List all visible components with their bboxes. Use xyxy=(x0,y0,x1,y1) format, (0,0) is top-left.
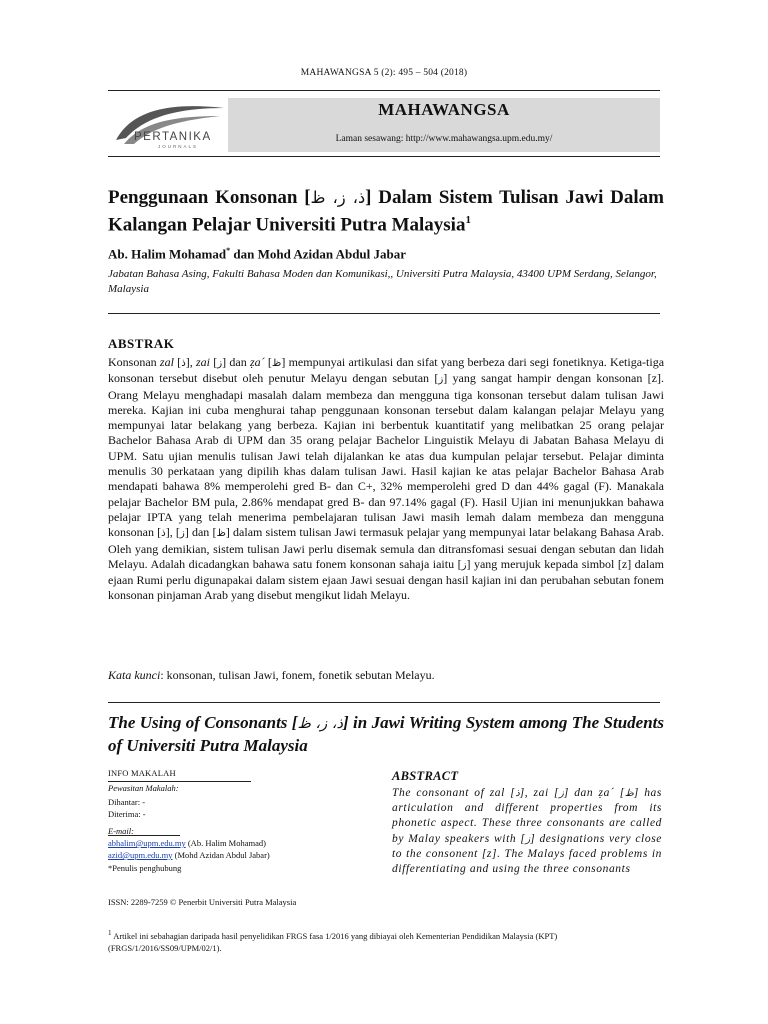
arabic-zai: ز xyxy=(179,528,185,540)
arabic-zai: ز xyxy=(559,788,564,799)
abstract-text: has articulation and different properties from its phonetic aspect. These three consonants are called by Malay speakers with xyxy=(392,787,662,845)
title-ms-part1: Penggunaan Konsonan [ xyxy=(108,187,311,208)
term-zai: zai xyxy=(195,355,210,369)
arabic-zai: ز xyxy=(461,559,467,571)
arabic-za: ظ xyxy=(216,528,226,540)
author-2: Mohd Azidan Abdul Jabar xyxy=(257,246,407,262)
term-za: ẓa´ xyxy=(250,355,265,369)
arabic-zai: ز xyxy=(438,374,444,386)
corresponding-mark: * xyxy=(226,246,231,255)
arabic-za: ظ xyxy=(271,358,282,369)
running-head: MAHAWANGSA 5 (2): 495 – 504 (2018) xyxy=(300,68,468,78)
article-title-english xyxy=(108,712,664,757)
title-ms-part2: ] Dalam Sistem Tulisan Jawi Dalam Kalangan Pelajar Universiti Putra Malaysia xyxy=(108,187,664,236)
title-footnote-mark: 1 xyxy=(465,214,471,226)
term-zal: zal xyxy=(159,355,174,369)
title-ms-arabic: ذ، ز، ظ xyxy=(310,188,366,207)
email-entry-1 xyxy=(108,838,266,848)
header-rule-bottom xyxy=(108,156,660,157)
keywords-text: : konsonan, tulisan Jawi, fonem, fonetik sebutan Melayu. xyxy=(160,668,435,682)
arabic-zal: ذ xyxy=(515,788,520,799)
affiliation: Jabatan Bahasa Asing, Fakulti Bahasa Moden dan Komunikasi,, Universiti Putra Malaysia, 43400 UPM Serdang, Selangor, Malaysia xyxy=(108,268,657,295)
keywords-label: Kata kunci xyxy=(108,668,161,682)
arabic-zal: ذ xyxy=(161,528,166,540)
abstract-text: , zai xyxy=(524,787,555,799)
abstract-heading: ABSTRACT xyxy=(392,769,459,783)
abstrak-text: dan xyxy=(188,525,213,540)
journal-name: MAHAWANGSA xyxy=(378,100,510,119)
email-name-1: (Ab. Halim Mohamad) xyxy=(185,838,266,848)
info-heading: INFO MAKALAH xyxy=(108,768,176,778)
issn-copyright: ISSN: 2289-7259 © Penerbit Universiti Putra Malaysia xyxy=(108,897,297,907)
journal-website[interactable]: Laman sesawang: http://www.mahawangsa.upm.edu.my/ xyxy=(335,134,553,144)
title-en-part1: The Using of Consonants [ xyxy=(108,713,298,732)
arabic-zai: ز xyxy=(217,358,223,369)
abstrak-text: mempunyai artikulasi dan sifat yang berbeza dari segi fonetiknya. Ketiga-tiga konsonan tersebut disebut oleh penutur Melayu dengan sebutan xyxy=(108,355,665,386)
abstrak-body: Konsonan zal [ذ], zai [ز] dan ẓa´ [ظ] mempunyai artikulasi dan sifat yang berbeza dari segi fonetiknya. Ketiga-tiga konsonan tersebut disebut oleh penutur Melayu dengan sebutan [ز] yang sangat hampir dengan konsonan [z]. Orang Melayu menghadapi masalah dalam membeza dan mengguna tiga konsonan tersebut dalam tulisan Jawi mereka. Kajian ini cuba menghurai tahap penggunaan konsonan tersebut dalam kalangan pelajar Melayu yang mempunyai latar belakang yang berbeza. Kajian ini berbentuk kuantitatif yang melibatkan 25 orang pelajar Bachelor Bahasa Arab di UPM dan 35 orang pelajar Bachelor Linguistik Melayu di Jabatan Bahasa Melayu di UPM. Satu ujian menulis tulisan Jawi telah dijalankan ke atas dua kumpulan pelajar tersebut. Pelajar diminta menulis 30 perkataan yang dipilih khas dalam tulisan Jawi. Hasil kajian ke atas pelajar Bachelor Bahasa Arab mendapati bahawa 8% memperolehi gred B- dan C+, 32% memperolehi gred D dan 44% gagal (F). Manakala pelajar Bachelor BM pula, 2.86% mendapat gred B- dan 97.14% gagal (F). Hasil Ujian ini menunjukkan bahawa pelajar IPTA yang telah menerima pembelajaran tulisan Jawi masih lemah dalam membeza dan mengguna konsonan [ذ], [ز] dan [ظ] dalam sistem tulisan Jawi termasuk pelajar yang mempunyai latar belakang Bahasa Arab. Oleh yang demikian, sistem tulisan Jawi perlu disemak semula dan ditransfomasi sesuai dengan sebutan dan lidah Melayu. Adalah dicadangkan bahawa satu fonem konsonan sahaja iaitu [ز] yang merujuk kepada simbol [z] dalam ejaan Rumi perlu digunapakai dalam sistem ejaan Jawi sesuai dengan hasil kajian ini dan perubahan sebutan fonem konsonan pinjaman Arab yang disebut mengikut lidah Melayu. xyxy=(108,355,665,603)
keywords xyxy=(108,668,664,683)
email-name-2: (Mohd Azidan Abdul Jabar) xyxy=(172,850,270,860)
abstrak-text: dan xyxy=(226,355,250,369)
email-link-2[interactable]: azid@upm.edu.my xyxy=(108,850,173,860)
logo-text: PERTANIKA xyxy=(134,131,212,143)
email-entry-2 xyxy=(108,850,270,860)
accepted-date: Diterima: - xyxy=(108,809,146,819)
abstrak-text: Konsonan xyxy=(108,355,160,369)
email-label: E-mail: xyxy=(108,826,134,836)
header-rule-top xyxy=(108,90,660,91)
abstrak-text: , xyxy=(169,525,176,540)
abstrak-text: yang sangat hampir dengan konsonan [z]. Orang Melayu menghadapi masalah dalam membeza dan mengguna tiga konsonan tersebut dalam tulisan Jawi mereka. Kajian ini cuba menghurai tahap penggunaan konsonan tersebut dalam kalangan pelajar Melayu yang mempunyai latar belakang yang berbeza. Kajian ini berbentuk kuantitatif yang melibatkan 25 orang pelajar Bachelor Bahasa Arab di UPM dan 35 orang pelajar Bachelor Linguistik Melayu di Jabatan Bahasa Melayu di UPM. Satu ujian menulis tulisan Jawi telah dijalankan ke atas dua kumpulan pelajar tersebut. Pelajar diminta menulis 30 perkataan yang dipilih khas dalam tulisan Jawi. Hasil kajian ke atas pelajar Bachelor Bahasa Arab mendapati bahawa 8% memperolehi gred B- dan C+, 32% memperolehi gred D dan 44% gagal (F). Manakala pelajar Bachelor BM pula, 2.86% mendapat gred B- dan 97.14% gagal (F). Hasil Ujian ini menunjukkan bahawa pelajar IPTA yang telah menerima pembelajaran tulisan Jawi masih lemah dalam membeza dan mengguna konsonan xyxy=(108,371,664,540)
article-title-malay xyxy=(108,186,664,236)
english-section-rule xyxy=(108,702,660,703)
footnote-mark: 1 xyxy=(108,929,112,937)
abstrak-heading: ABSTRAK xyxy=(108,336,175,351)
email-link-1[interactable]: abhalim@upm.edu.my xyxy=(108,838,186,848)
title-en-part2: ] in Jawi Writing System among The Students of Universiti Putra Malaysia xyxy=(108,713,664,755)
title-en-arabic: ذ، ز، ظ xyxy=(297,716,343,732)
email-rule xyxy=(108,835,180,836)
abstrak-text: yang merujuk kepada simbol [z] dalam ejaan Rumi perlu digunapakai dalam sistem ejaan Jawi sesuai dengan hasil kajian ini dan perubahan sebutan fonem konsonan pinjaman Arab yang disebut mengikut lidah Melayu. xyxy=(108,556,664,603)
arabic-za: ظ xyxy=(624,788,634,799)
history-label: Pewasitan Makalah: xyxy=(108,783,179,793)
received-date: Dihantar: - xyxy=(108,797,146,807)
abstract-text: dan ẓa´ xyxy=(568,787,620,799)
footnote-text: Artikel ini sebahagian daripada hasil penyelidikan FRGS fasa 1/2016 yang dibiayai oleh Kementerian Pendidikan Malaysia (KPT) (FRGS/1/2016/SS09/UPM/02/1). xyxy=(108,930,558,953)
author-1: Ab. Halim Mohamad xyxy=(108,246,227,262)
abstrak-text: , xyxy=(189,355,196,369)
author-connector: dan xyxy=(230,246,258,262)
logo-subtext: JOURNALS xyxy=(158,144,199,149)
authors xyxy=(108,246,406,262)
abstract-text: designations very close to the consonent [z]. The Malays faced problems in differentiating and using the three consonants xyxy=(392,832,662,876)
arabic-zai: ز xyxy=(525,833,531,845)
corresponding-author-note: *Penulis penghubung xyxy=(108,863,182,873)
footnote xyxy=(108,927,664,954)
info-rule xyxy=(108,781,251,782)
abstrak-text: dalam sistem tulisan Jawi termasuk pelajar yang mempunyai latar belakang Bahasa Arab. Oleh yang demikian, sistem tulisan Jawi perlu disemak semula dan ditransfomasi sesuai dengan sebutan dan lidah Melayu. Adalah dicadangkan bahawa satu fonem konsonan sahaja iaitu xyxy=(108,525,665,571)
abstract-body: The consonant of zal [ذ], zai [ز] dan ẓa´ [ظ] has articulation and different properties from its phonetic aspect. These three consonants are called by Malay speakers with [ز] designations very close to the consonent [z]. The Malays faced problems in differentiating and using the three consonants xyxy=(392,787,662,876)
abstract-text: The consonant of zal xyxy=(392,787,511,799)
arabic-zal: ذ xyxy=(181,358,186,369)
section-rule xyxy=(108,313,660,314)
